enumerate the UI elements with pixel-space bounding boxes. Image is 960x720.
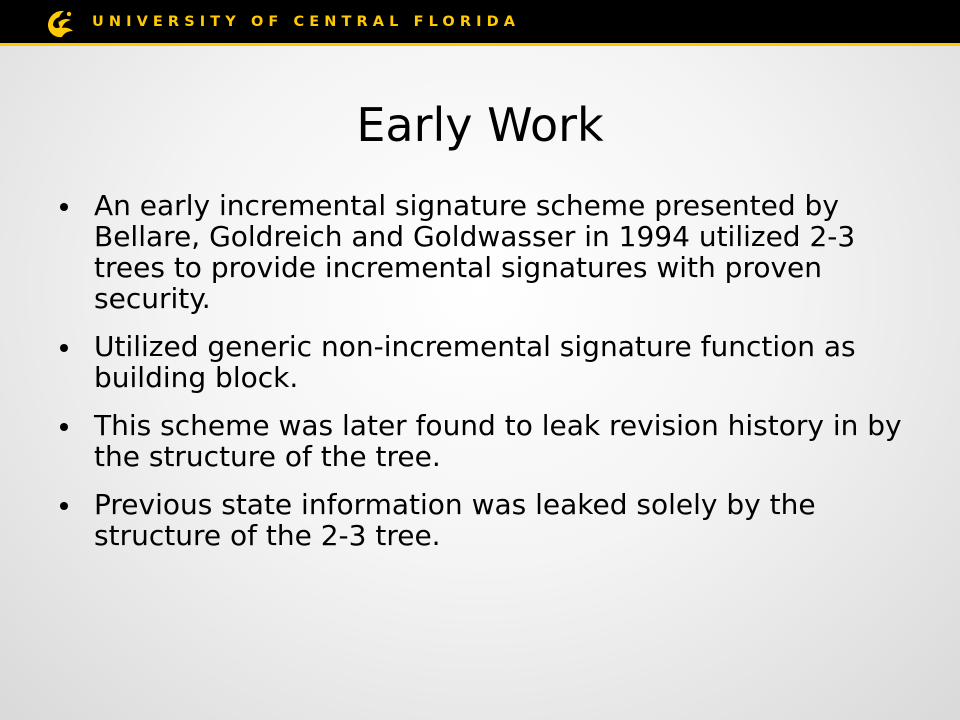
bullet-text: Previous state information was leaked solely by the structure of the 2-3 tree. — [94, 488, 816, 552]
university-name: UNIVERSITY OF CENTRAL FLORIDA — [92, 14, 521, 30]
list-item — [60, 190, 920, 314]
slide-title: Early Work — [356, 98, 604, 152]
bullet-dot-icon — [60, 423, 68, 431]
university-banner — [0, 0, 960, 46]
bullet-text: An early incremental signature scheme presented by Bellare, Goldreich and Goldwasser in 1994 utilized 2-3 trees to provide incremental signatures with proven security. — [94, 189, 856, 315]
bullet-list — [60, 190, 920, 568]
ucf-pegasus-logo-icon — [42, 6, 78, 40]
bullet-dot-icon — [60, 502, 68, 510]
bullet-dot-icon — [60, 203, 68, 211]
list-item — [60, 410, 920, 472]
bullet-text: This scheme was later found to leak revision history in by the structure of the tree. — [94, 409, 902, 473]
list-item — [60, 331, 920, 393]
list-item — [60, 489, 920, 551]
bullet-text: Utilized generic non-incremental signature function as building block. — [94, 330, 856, 394]
bullet-dot-icon — [60, 344, 68, 352]
